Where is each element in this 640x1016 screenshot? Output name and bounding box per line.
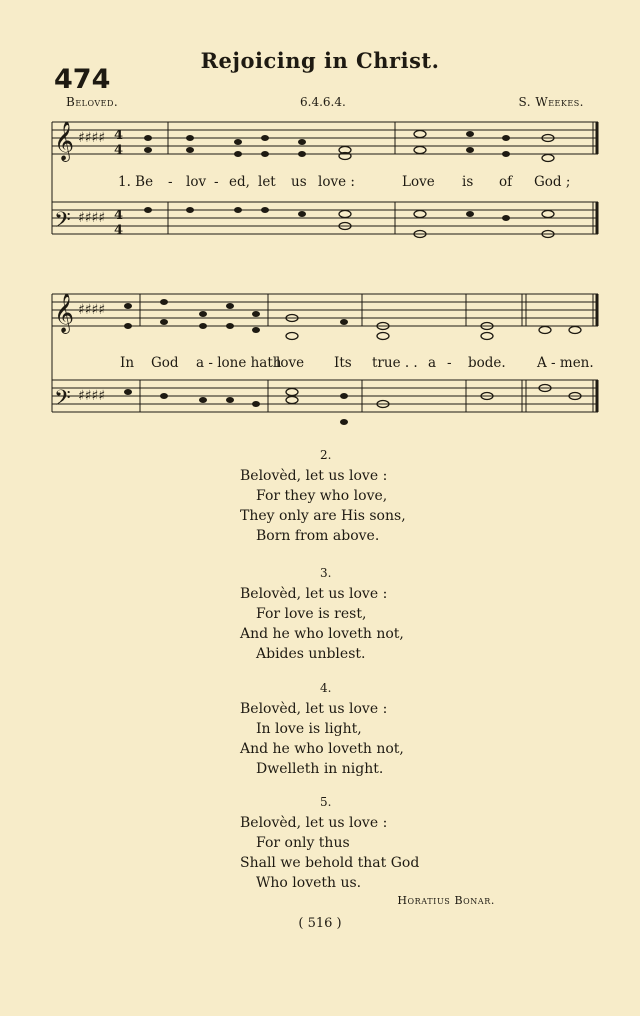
lyric-syllable: a [428, 355, 437, 371]
svg-text:4: 4 [114, 208, 124, 223]
svg-text:♯♯♯♯: ♯♯♯♯ [78, 302, 106, 318]
lyric-syllable: true . . [372, 355, 418, 371]
verse-line: Abides unblest. [256, 646, 366, 662]
verse-line: In love is light, [256, 721, 362, 737]
svg-text:4: 4 [114, 223, 124, 238]
verse-line: And he who loveth not, [240, 741, 404, 757]
lyric-syllable: let [258, 174, 276, 190]
verse-line: For only thus [256, 835, 350, 851]
verse-5 [240, 791, 419, 893]
lyric-syllable: of [499, 174, 513, 190]
composer: S. Weekes. [518, 95, 584, 109]
lyric-syllable: a - lone hath [196, 355, 282, 371]
svg-text:4: 4 [114, 143, 124, 158]
lyric-syllable: love [276, 355, 305, 371]
meter: 6.4.6.4. [300, 95, 346, 109]
lyric-syllable: is [462, 174, 474, 190]
lyric-syllable: lov [186, 174, 207, 190]
verse-3 [240, 562, 404, 664]
svg-text:♯♯♯♯: ♯♯♯♯ [78, 388, 106, 404]
verse-line: Belovèd, let us love : [240, 468, 388, 484]
svg-text:4: 4 [114, 128, 124, 143]
hymn-title: Rejoicing in Christ. [200, 48, 440, 73]
lyric-syllable: 1. Be [118, 174, 154, 190]
lyric-syllable: ed, [229, 174, 250, 190]
verse-2 [240, 444, 406, 546]
hymn-number: 474 [54, 64, 111, 95]
lyric-syllable: A - men. [537, 355, 594, 371]
lyric-syllable: Its [334, 355, 352, 371]
verse-line: Shall we behold that God [240, 855, 420, 871]
verse-line: Who loveth us. [256, 875, 362, 891]
verse-4 [240, 677, 404, 779]
page-number: ( 516 ) [298, 916, 342, 931]
verse-line: And he who loveth not, [240, 626, 404, 642]
verse-line: Born from above. [256, 528, 380, 544]
svg-text:𝄢: 𝄢 [54, 386, 71, 416]
lyric-syllable: - [214, 174, 219, 190]
verse-number: 4. [320, 681, 332, 695]
lyric-syllable: God [151, 355, 179, 371]
verse-number: 2. [320, 448, 332, 462]
lyric-syllable: us [291, 174, 307, 190]
svg-text:𝄢: 𝄢 [54, 208, 71, 238]
svg-text:♯♯♯♯: ♯♯♯♯ [78, 130, 106, 146]
verse-line: Belovèd, let us love : [240, 701, 388, 717]
lyric-syllable: God ; [534, 174, 571, 190]
verse-line: For they who love, [256, 488, 388, 504]
svg-text:𝄞: 𝄞 [54, 293, 75, 333]
lyric-syllable: bode. [468, 355, 506, 371]
verse-line: They only are His sons, [240, 508, 406, 524]
lyric-syllable: In [120, 355, 135, 371]
lyric-syllable: - [168, 174, 173, 190]
verse-line: Dwelleth in night. [256, 761, 384, 777]
lyrics-line-2 [0, 355, 640, 375]
lyric-syllable: love : [318, 174, 355, 190]
svg-text:♯♯♯♯: ♯♯♯♯ [78, 210, 106, 226]
svg-text:𝄞: 𝄞 [54, 121, 75, 161]
verse-number: 3. [320, 566, 332, 580]
verse-line: For love is rest, [256, 606, 367, 622]
hymn-author: Horatius Bonar. [397, 894, 495, 907]
verse-line: Belovèd, let us love : [240, 586, 388, 602]
lyric-syllable: Love [402, 174, 435, 190]
tune-name: Beloved. [66, 95, 119, 109]
lyric-syllable: - [447, 355, 452, 371]
lyrics-line-1 [0, 174, 640, 194]
verse-number: 5. [320, 795, 332, 809]
verse-line: Belovèd, let us love : [240, 815, 388, 831]
